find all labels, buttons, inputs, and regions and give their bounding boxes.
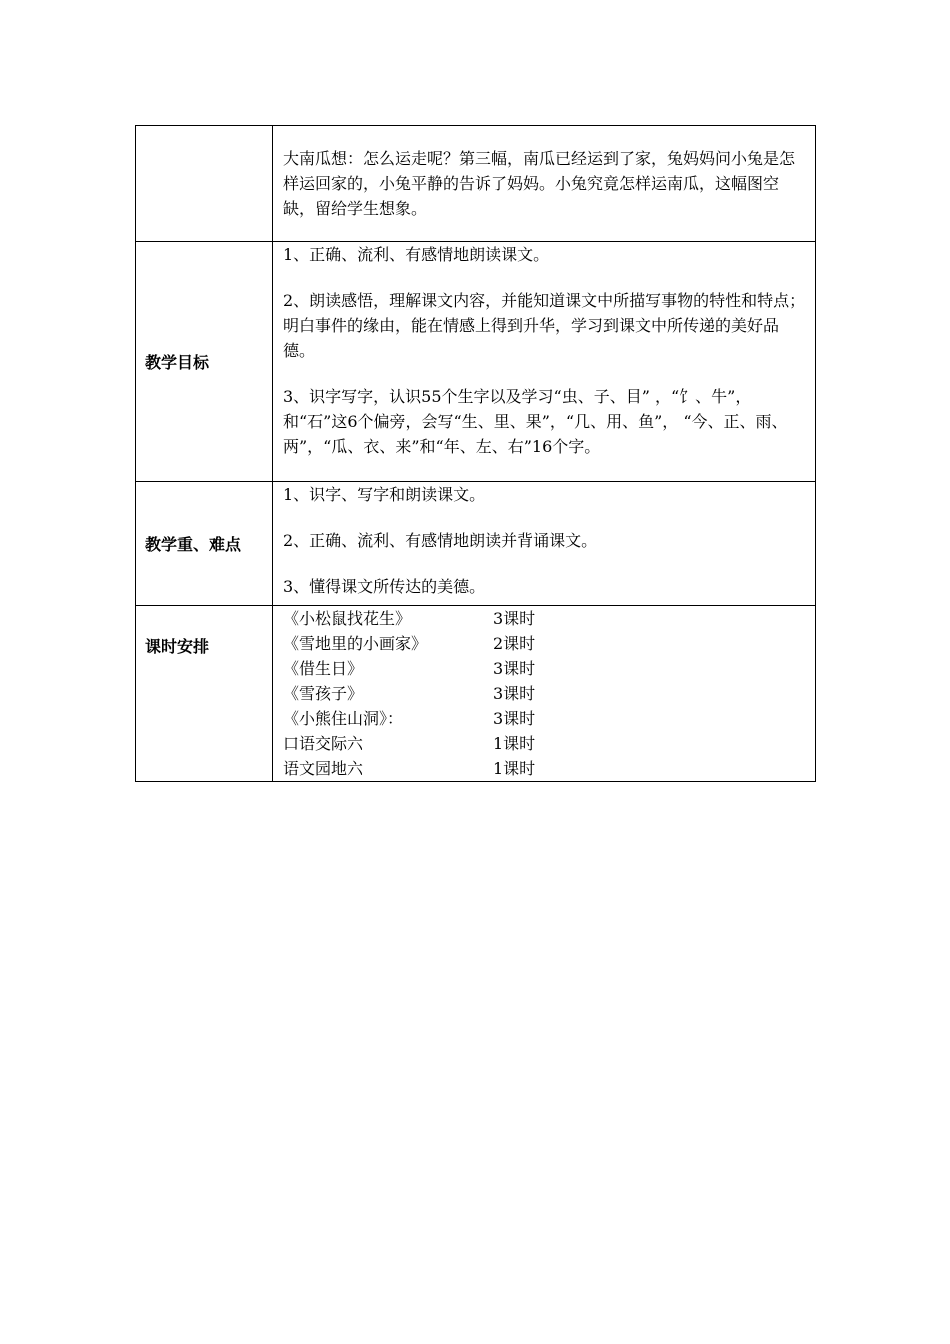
schedule-item xyxy=(283,756,807,781)
lesson-title: 《雪孩子》 xyxy=(283,684,364,703)
schedule-item xyxy=(283,731,807,756)
goals-label: 教学目标 xyxy=(145,353,210,372)
lesson-hours: 3课时 xyxy=(493,609,536,628)
lesson-hours: 2课时 xyxy=(493,634,536,653)
lesson-title: 《小松鼠找花生》 xyxy=(283,609,412,628)
focus-content-cell xyxy=(273,482,816,606)
schedule-row xyxy=(136,606,816,782)
schedule-item xyxy=(283,681,807,706)
lesson-hours: 3课时 xyxy=(493,659,536,678)
goals-content-cell xyxy=(273,242,816,482)
intro-row xyxy=(136,126,816,242)
schedule-label: 课时安排 xyxy=(145,637,210,656)
lesson-title: 《雪地里的小画家》 xyxy=(283,634,428,653)
lesson-title: 《小熊住山洞》： xyxy=(283,709,404,728)
schedule-label-cell xyxy=(136,606,273,782)
goals-row xyxy=(136,242,816,482)
focus-label-cell xyxy=(136,482,273,606)
goals-label-cell xyxy=(136,242,273,482)
focus-item: 3、懂得课文所传达的美德。 xyxy=(283,577,486,596)
lesson-hours: 3课时 xyxy=(493,709,536,728)
schedule-item xyxy=(283,631,807,656)
goal-item: 3、识字写字，认识55个生字以及学习“虫、子、目” ，“饣、牛”，和“石”这6个偏旁，会写“生、里、果”，“几、用、鱼”， “今、正、雨、两”，“瓜、衣、来”和“年、左、右”16个字。 xyxy=(283,387,788,456)
goal-item: 1、正确、流利、有感情地朗读课文。 xyxy=(283,245,550,264)
lesson-hours: 1课时 xyxy=(493,734,536,753)
schedule-item xyxy=(283,606,807,631)
focus-row xyxy=(136,482,816,606)
schedule-item xyxy=(283,656,807,681)
goal-item: 2、朗读感悟，理解课文内容，并能知道课文中所描写事物的特性和特点；明白事件的缘由，能在情感上得到升华，学习到课文中所传递的美好品德。 xyxy=(283,291,806,360)
schedule-item xyxy=(283,706,807,731)
focus-item: 2、正确、流利、有感情地朗读并背诵课文。 xyxy=(283,531,598,550)
lesson-title: 《借生日》 xyxy=(283,659,364,678)
lesson-hours: 3课时 xyxy=(493,684,536,703)
intro-text: 大南瓜想：怎么运走呢？第三幅，南瓜已经运到了家，兔妈妈问小兔是怎样运回家的，小兔平静的告诉了妈妈。小兔究竟怎样运南瓜，这幅图空缺，留给学生想象。 xyxy=(283,149,796,218)
lesson-plan-table xyxy=(135,125,816,782)
lesson-title: 语文园地六 xyxy=(283,759,364,778)
focus-item: 1、识字、写字和朗读课文。 xyxy=(283,485,486,504)
lesson-title: 口语交际六 xyxy=(283,734,364,753)
intro-content-cell xyxy=(273,126,816,242)
schedule-content-cell xyxy=(273,606,816,782)
lesson-hours: 1课时 xyxy=(493,759,536,778)
focus-label: 教学重、难点 xyxy=(145,535,242,554)
intro-label-cell xyxy=(136,126,273,242)
